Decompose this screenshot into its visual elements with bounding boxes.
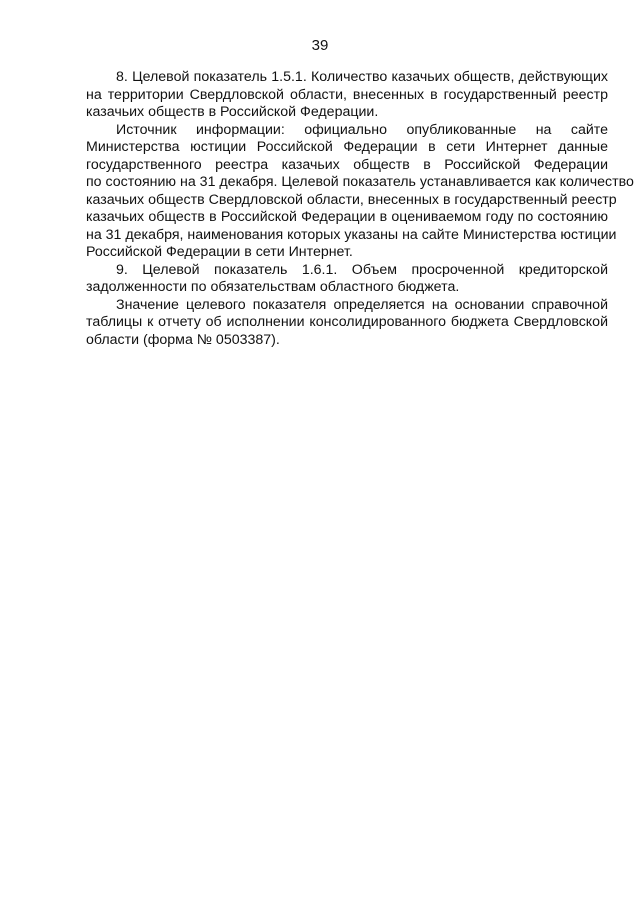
text-line: 9. Целевой показатель 1.6.1. Объем просроченной кредиторской bbox=[116, 261, 608, 278]
text-line: государственного реестра казачьих обществ в Российской Федерации bbox=[86, 156, 608, 173]
paragraph bbox=[86, 297, 608, 350]
text-line: Министерства юстиции Российской Федерации в сети Интернет данные bbox=[86, 139, 608, 155]
paragraph bbox=[86, 69, 608, 122]
text-line: задолженности по обязательствам областного бюджета. bbox=[86, 279, 460, 295]
text-line: на 31 декабря, наименования которых указаны на сайте Министерства юстиции bbox=[86, 226, 617, 243]
paragraph bbox=[86, 262, 608, 297]
page-number: 39 bbox=[311, 37, 329, 54]
text-line: казачьих обществ Свердловской области, внесенных в государственный реестр bbox=[86, 191, 617, 208]
text-line: казачьих обществ в Российской Федерации. bbox=[86, 104, 379, 120]
text-line: казачьих обществ в Российской Федерации в оцениваемом году по состоянию bbox=[86, 209, 608, 225]
text-line: области (форма № 0503387). bbox=[86, 331, 280, 348]
document-body bbox=[86, 69, 634, 349]
text-line: на территории Свердловской области, внесенных в государственный реестр bbox=[86, 86, 608, 103]
text-line: 8. Целевой показатель 1.5.1. Количество казачьих обществ, действующих bbox=[116, 69, 608, 85]
text-line: Значение целевого показателя определяется на основании справочной bbox=[116, 296, 608, 313]
text-line: Российской Федерации в сети Интернет. bbox=[86, 244, 353, 260]
text-line: таблицы к отчету об исполнении консолидированного бюджета Свердловской bbox=[86, 314, 608, 330]
text-line: Источник информации: официально опубликованные на сайте bbox=[116, 121, 608, 138]
paragraph bbox=[86, 121, 634, 262]
text-line: по состоянию на 31 декабря. Целевой показатель устанавливается как количество bbox=[86, 174, 634, 190]
